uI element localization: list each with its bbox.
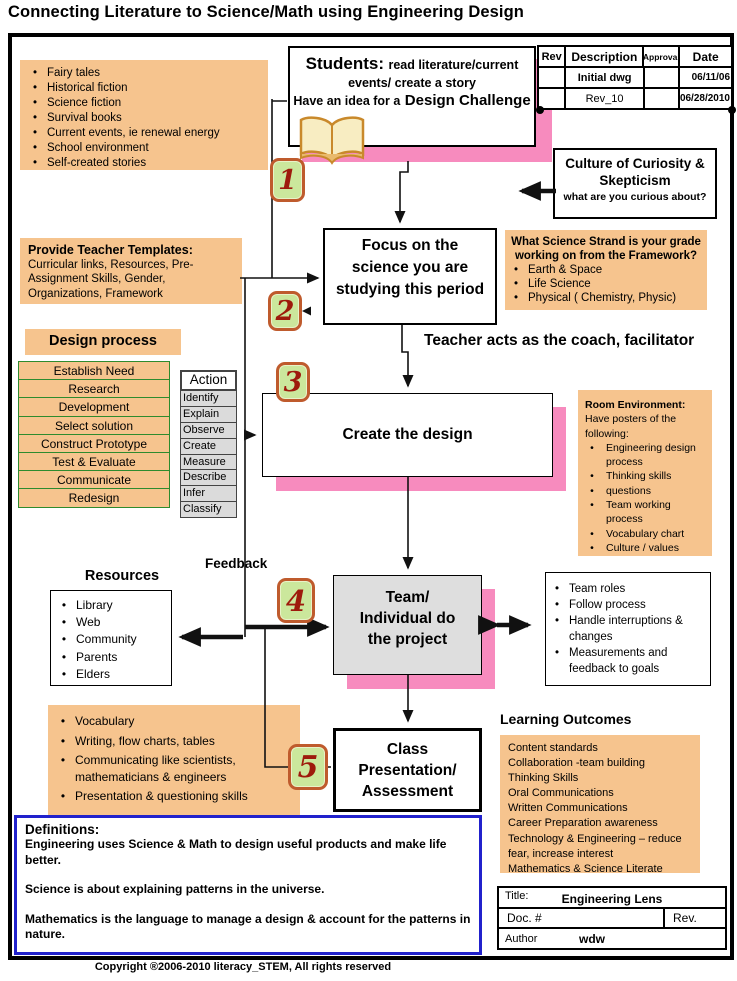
list-item [58,713,296,730]
design-step: Construct Prototype [18,434,170,453]
bullet-icon: • [32,97,38,109]
bullet-icon: • [554,583,560,595]
bullet-icon: • [590,441,594,454]
students-box-line1 [290,55,534,92]
copyright-text: Copyright ®2006-2010 literacy_STEM, All rights reserved [94,961,392,973]
list-item-label: Engineering design process [606,441,696,469]
bullet-icon: • [32,67,38,79]
students-box-text: read literature/current events/ create a story [348,58,519,90]
approval-cell [645,89,680,108]
description-header: Description [566,47,644,66]
resources-title: Resources [84,568,160,584]
list-item-label: Measurements and feedback to goals [569,647,668,675]
bullet-icon: • [590,541,594,554]
approval-cell [645,68,680,87]
list-item-label: Thinking skills [606,470,672,483]
definition-paragraph: Mathematics is the language to manage a design & account for the patterns in nature. [25,911,471,941]
culture-of-curiosity-box [553,148,717,219]
list-item-label: Handle interruptions & changes [569,615,683,643]
list-item [585,527,708,541]
class-box-line: Class [386,741,429,758]
bullet-icon: • [513,278,519,290]
room-environment-title: Room Environment: [585,399,686,411]
room-environment-intro: Have posters of the following: [585,413,677,440]
list-item [585,484,708,498]
list-item [552,613,708,645]
list-item-label: questions [606,484,651,497]
students-box-line2 [290,92,534,110]
design-step: Establish Need [18,361,170,380]
date-cell: 06/11/06 [691,72,730,83]
bullet-icon: • [554,599,560,611]
definitions-box [14,815,482,955]
team-box-line: Individual do [359,610,456,627]
design-challenge-label: Design Challenge [404,92,531,109]
list-item-label: Communicating like scientists, mathematicians & engineers [75,753,236,784]
design-step: Test & Evaluate [18,452,170,471]
definition-paragraph: Science is about explaining patterns in the universe. [25,882,325,896]
title-block [497,886,727,950]
team-box-line: the project [367,631,448,648]
description-cell: Rev_10 [566,89,644,108]
class-box-line: Presentation/ [358,762,457,779]
title-value: Engineering Lens [561,891,663,906]
list-item-label: Community [76,632,137,647]
teacher-coach-label: Teacher acts as the coach, facilitator [424,332,695,349]
list-item-label: Earth & Space [528,264,603,276]
list-item [59,631,169,648]
resources-box [50,590,172,686]
bullet-icon: • [60,753,66,767]
bullet-icon: • [60,733,66,748]
room-environment-box [578,390,712,556]
learning-outcomes-box [500,735,700,873]
date-cell: 06/28/2010 [679,93,730,104]
outcome-item: Technology & Engineering – reduce fear, increase interest [508,832,682,860]
design-step: Research [18,379,170,398]
list-item [30,96,262,111]
action-header: Action [180,370,237,391]
design-step: Redesign [18,488,170,507]
list-item [58,733,296,750]
open-book-icon [296,114,368,166]
bullet-icon: • [554,647,560,659]
outcome-item: Career Preparation awareness [508,817,658,830]
table-row [539,66,731,87]
list-item [58,752,296,785]
list-item [585,541,708,555]
revision-table-header [539,47,731,66]
culture-subtitle: what are you curious about? [563,191,707,203]
design-process-steps [18,362,170,508]
bullet-icon: • [513,292,519,304]
list-item [58,788,296,805]
action-item: Identify [180,390,237,407]
rev-header: Rev [539,47,566,66]
list-item-label: Vocabulary [75,714,135,728]
list-item-label: Culture / values [606,541,679,554]
list-item [59,597,169,614]
science-strand-box [505,230,707,310]
title-block-row [499,888,725,909]
teacher-templates-box [20,238,242,304]
action-item: Create [180,438,237,455]
rev-cell [539,68,566,87]
list-item-label: Elders [76,666,111,681]
list-item-label: Team working process [606,499,671,526]
bullet-icon: • [554,615,560,627]
teacher-templates-title: Provide Teacher Templates: [28,243,193,257]
outcome-item: Mathematics & Science Literate [508,862,663,875]
title-block-row [499,909,725,930]
list-item-label: Follow process [569,599,646,611]
list-item-label: Parents [76,649,118,664]
list-item [552,597,708,613]
list-item [59,614,169,631]
list-item-label: Self-created stories [47,157,147,169]
communication-skills-box [48,705,300,815]
bullet-icon: • [32,82,38,94]
list-item-label: Presentation & questioning skills [75,789,248,803]
bullet-icon: • [590,484,594,497]
list-item [30,156,262,171]
science-strand-title: What Science Strand is your grade working on from the Framework? [511,236,701,262]
design-step: Select solution [18,416,170,435]
list-item-label: Library [76,598,113,612]
list-item [59,666,169,683]
bullet-icon: • [590,470,594,483]
action-item: Explain [180,406,237,423]
bullet-icon: • [590,499,594,512]
culture-title: Culture of Curiosity & Skepticism [565,156,705,188]
list-item-label: Writing, flow charts, tables [75,733,215,748]
table-row [539,87,731,108]
literature-sources-list [20,60,268,170]
bullet-icon: • [61,615,67,630]
step-1-badge: 1 [270,158,305,202]
focus-science-box: Focus on the science you are studying this period [323,228,497,325]
bullet-icon: • [61,632,67,647]
bullet-icon: • [32,157,38,169]
bullet-icon: • [61,598,67,612]
bullet-icon: • [61,649,67,664]
bullet-icon: • [61,666,67,681]
date-header: Date [692,49,719,64]
list-item [30,111,262,126]
create-design-box: Create the design [262,393,553,477]
outcome-item: Collaboration -team building [508,757,645,770]
action-item: Observe [180,422,237,439]
list-item [30,81,262,96]
team-project-box [333,575,482,675]
list-item-label: Life Science [528,278,591,290]
list-item-label: Web [76,615,101,630]
list-item-label: School environment [47,142,149,154]
rev-cell [539,89,566,108]
list-item [30,126,262,141]
action-item: Describe [180,469,237,486]
bullet-icon: • [60,789,66,803]
action-item: Infer [180,485,237,502]
class-presentation-box [333,728,482,812]
bullet-icon: • [32,127,38,139]
author-label: Author [505,933,538,946]
list-item-label: Survival books [47,112,122,124]
design-step: Communicate [18,470,170,489]
team-box-line: Team/ [385,589,430,606]
definitions-title: Definitions: [25,822,100,837]
team-practices-box [545,572,711,686]
list-item-label: Vocabulary chart [606,527,685,540]
students-box-text2: Have an idea for a [293,94,401,108]
teacher-templates-body: Curricular links, Resources, Pre-Assignment Skills, Gender, Organizations, Framework [28,258,194,300]
outcome-item: Written Communications [508,802,628,815]
list-item [59,649,169,666]
approval-header: Approval [644,47,680,66]
list-item [30,141,262,156]
doc-number-label: Doc. # [507,910,542,925]
action-item: Classify [180,501,237,518]
bullet-icon: • [590,527,594,540]
list-item-label: Current events, ie renewal energy [47,127,220,139]
description-cell: Initial dwg [566,68,644,87]
rev-label: Rev. [663,909,725,928]
title-block-row [499,929,725,948]
bullet-icon: • [32,142,38,154]
list-item [30,66,262,81]
step-5-badge: 5 [288,744,328,790]
action-list [180,370,237,518]
list-item [552,581,708,597]
design-step: Development [18,397,170,416]
list-item-label: Historical fiction [47,82,128,94]
list-item [552,645,708,677]
list-item-label: Fairy tales [47,67,101,79]
design-process-header: Design process [25,329,181,355]
page-title: Connecting Literature to Science/Math using Engineering Design [8,3,524,21]
list-item [511,291,701,305]
title-label: Title: [505,890,529,902]
list-item [511,277,701,291]
feedback-label: Feedback [205,556,268,571]
list-item [511,263,701,277]
action-item: Measure [180,454,237,471]
outcome-item: Content standards [508,742,598,754]
list-item-label: Science fiction [47,97,122,109]
revision-table [537,45,733,110]
list-item [585,498,708,527]
bullet-icon: • [513,264,519,276]
step-2-badge: 2 [268,291,302,331]
class-box-line: Assessment [361,783,454,800]
list-item-label: Team roles [569,583,626,595]
outcome-item: Oral Communications [508,787,614,800]
definition-paragraph: Engineering uses Science & Math to design useful products and make life better. [25,837,447,867]
step-4-badge: 4 [277,578,315,623]
learning-outcomes-title: Learning Outcomes [500,711,632,727]
step-3-badge: 3 [276,362,310,402]
bullet-icon: • [60,714,66,728]
bullet-icon: • [32,112,38,124]
author-value: wdw [579,932,605,947]
list-item-label: Physical ( Chemistry, Physic) [528,292,677,304]
outcome-item: Thinking Skills [508,772,579,785]
students-box-title: Students: [305,54,384,73]
list-item [585,441,708,470]
list-item [585,469,708,483]
